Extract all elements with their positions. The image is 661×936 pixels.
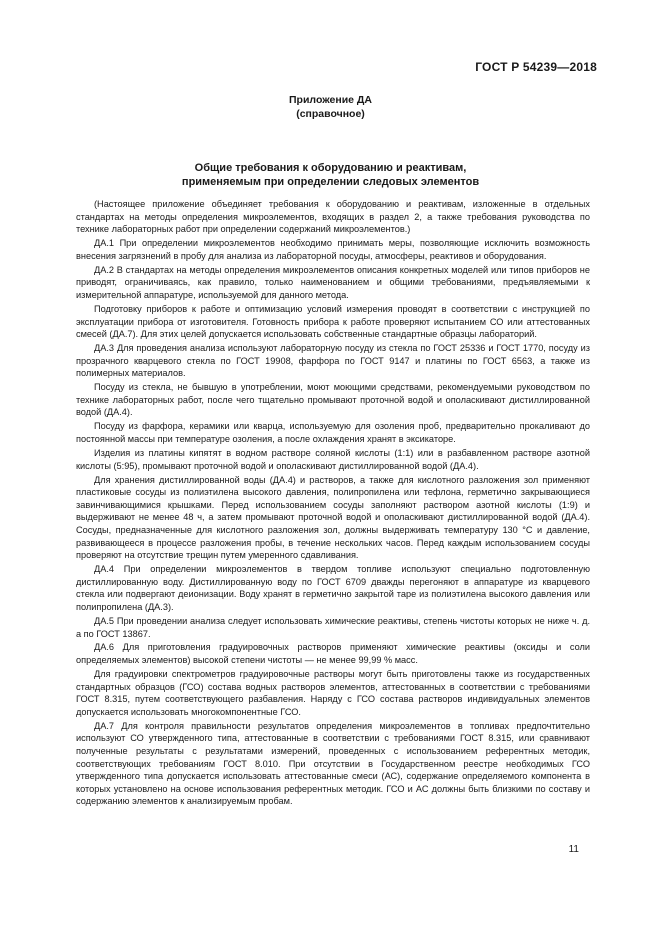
paragraph-intro: (Настоящее приложение объединяет требования к оборудованию и реактивам, изложенные в отдельных стандартах на методы определения микроэлементов, входящих в раздел 2, а также требования руководства по технике лабораторных работ при определении содержаний микроэлементов.)	[76, 199, 590, 235]
paragraph-da3-porcelain: Посуду из фарфора, керамики или кварца, используемую для озоления проб, предварительно прокаливают до постоянной массы при температуре озоления, а после охлаждения хранят в эксикаторе.	[76, 421, 590, 445]
section-title-line-2: применяемым при определении следовых элементов	[181, 176, 480, 188]
paragraph-da1: ДА.1 При определении микроэлементов необходимо принимать меры, позволяющие исключить возможность внесения загрязнений в пробу для анализа из лабораторной посуды, атмосферы, реактивов и оборудования.	[76, 238, 590, 261]
paragraph-da3-storage: Для хранения дистиллированной воды (ДА.4) и растворов, а также для кислотного разложения зол применяют пластиковые сосуды из полиэтилена высокого давления, полипропилена или тефлона, герметично закрывающиеся завинчивающимися крышками. Перед использованием сосуды заполняют раствором азотной кислоты (1:9) и выдерживают не менее 48 ч, а затем промывают проточной водой и ополаскивают дистиллированной водой (ДА.4). Сосуды, предназначенные для кислотного разложения зол, должны выдерживать температуру 130 °С и давление, развивающееся в процессе разложения пробы, в течение нескольких часов. Перед каждым использованием сосуды проверяют на отсутствие трещин путем умеренного сдавливания.	[76, 474, 590, 561]
document-header: ГОСТ Р 54239—2018	[475, 60, 597, 74]
paragraph-da3: ДА.3 Для проведения анализа используют лабораторную посуду из стекла по ГОСТ 25336 и ГОСТ 1770, посуду из прозрачного кварцевого стекла по ГОСТ 19908, фарфора по ГОСТ 9147 и платины по ГОСТ 6563, а также из полимерных материалов.	[76, 343, 590, 379]
page-number: 11	[568, 844, 579, 855]
paragraph-da6: ДА.6 Для приготовления градуировочных растворов применяют химические реактивы (оксиды и соли определяемых элементов) высокой степени чистоты — не менее 99,99 % масс.	[76, 642, 590, 666]
paragraph-da2-preparation: Подготовку приборов к работе и оптимизацию условий измерения проводят в соответствии с инструкцией по эксплуатации прибора от изготовителя. Готовность прибора к работе проверяют испытанием СО или аттестованных смесей (ДА.7). Для этих целей допускается использовать собственные стандартные образцы лабораторий.	[76, 303, 590, 340]
paragraph-da3-glass: Посуду из стекла, не бывшую в употреблении, моют моющими средствами, рекомендуемыми руководством по технике лабораторных работ, после чего тщательно промывают проточной водой и ополаскивают дистиллированной водой (ДА.4).	[76, 382, 590, 418]
document-body	[76, 198, 590, 808]
section-title	[0, 161, 661, 189]
paragraph-da5: ДА.5 При проведении анализа следует использовать химические реактивы, степень чистоты которых не ниже ч. д. а по ГОСТ 13867.	[76, 615, 590, 639]
appendix-kind: (справочное)	[296, 108, 365, 120]
section-title-line-1: Общие требования к оборудованию и реактивам,	[194, 162, 467, 174]
paragraph-da2: ДА.2 В стандартах на методы определения микроэлементов описания конкретных моделей или типов приборов не приводят, ограничиваясь, как правило, только наименованием и общими требованиями, предъявляемыми к измерительной аппаратуре, используемой для данного метода.	[76, 264, 590, 300]
paragraph-da6-calibration: Для градуировки спектрометров градуировочные растворы могут быть приготовлены также из государственных стандартных образцов (ГСО) состава водных растворов элементов, аттестованных в соответствии с требованиями ГОСТ 8.315, путем соответствующего разбавления. Наряду с ГСО состава растворов индивидуальных элементов допускается использовать многокомпонентные ГСО.	[76, 669, 590, 717]
paragraph-da4: ДА.4 При определении микроэлементов в твердом топливе используют специально подготовленную дистиллированную воду. Дистиллированную воду по ГОСТ 6709 дважды перегоняют в аппаратуре из кварцевого стекла или подвергают деионизации. Воду хранят в герметично закрытой таре из полиэтилена высокого давления или полипропилена (ДА.3).	[76, 564, 590, 612]
appendix-title: Приложение ДА	[289, 94, 372, 106]
appendix-heading	[0, 93, 661, 121]
paragraph-da7: ДА.7 Для контроля правильности результатов определения микроэлементов в топливах предпочтительно используют СО утвержденного типа, аттестованные в соответствии с требованиями ГОСТ 8.315, или сравнивают полученные результаты с результатами измерений, проведенных с использованием референтных методик, соответствующих требованиям ГОСТ 8.010. При отсутствии в Государственном реестре необходимых ГСО утвержденного типа допускается использовать аттестованные смеси (АС), содержание определяемого компонента в которых установлено на основе использования референтных методик. ГСО и АС должны быть близкими по составу и содержанию элементов к анализируемым пробам.	[76, 720, 590, 807]
paragraph-da3-platinum: Изделия из платины кипятят в водном растворе соляной кислоты (1:1) или в разбавленном растворе азотной кислоты (5:95), промывают проточной водой и ополаскивают дистиллированной водой (ДА.4).	[76, 448, 590, 471]
